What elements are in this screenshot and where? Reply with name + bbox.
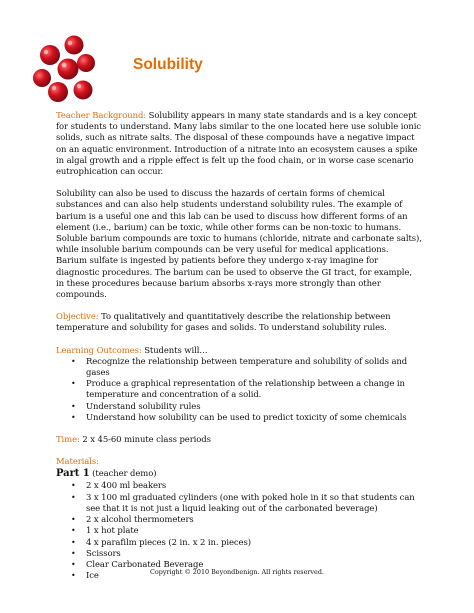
page-title: Solubility bbox=[133, 56, 203, 73]
part-heading bbox=[56, 467, 422, 480]
apples-logo-icon bbox=[28, 32, 106, 110]
time-text: 2 x 45-60 minute class periods bbox=[79, 434, 211, 445]
teacher-background-label: Teacher Background: bbox=[56, 110, 147, 120]
objective-paragraph bbox=[56, 311, 422, 333]
list-item: • 3 x 100 ml graduated cylinders (one with poked hole in it so that students can see that it is not just a liquid leaking out of the carbonated beverage) bbox=[56, 492, 422, 514]
time-label: Time: bbox=[56, 434, 80, 445]
list-item: • Clear Carbonated Beverage bbox=[56, 559, 422, 570]
list-item: • 1 x hot plate bbox=[56, 525, 422, 536]
objective-label: Objective: bbox=[56, 311, 99, 322]
time-paragraph bbox=[56, 434, 422, 445]
document-body bbox=[56, 110, 422, 581]
materials-heading: Materials: bbox=[56, 456, 99, 467]
teacher-background-text: Solubility appears in many state standards and is a key concept for students to understand. Many labs similar to the one located here use soluble ionic solids, such as nitrate salts. The disposal of these compounds have a negative impact on an aquatic environment. Introduction of a nitrate into an ecosystem causes a spike in algal growth and a ripple effect is felt up the food chain, or in worse case scenario eutrophication can occur. bbox=[56, 110, 421, 177]
list-item: • Ice bbox=[56, 570, 422, 581]
objective-text: To qualitatively and quantitatively describe the relationship between temperature and solubility for gases and solids. To understand solubility rules. bbox=[56, 311, 391, 333]
materials-list bbox=[56, 480, 422, 581]
list-item: • 4 x parafilm pieces (2 in. x 2 in. pieces) bbox=[56, 537, 422, 548]
list-item: • Understand how solubility can be used to predict toxicity of some chemicals bbox=[56, 412, 422, 423]
list-item: • Recognize the relationship between temperature and solubility of solids and gases bbox=[56, 356, 422, 378]
part-label: Part 1 bbox=[56, 468, 90, 480]
barium-paragraph: Solubility can also be used to discuss the hazards of certain forms of chemical substances and can also help students understand solubility rules. The example of barium is a useful one and this lab can be used to discuss how different forms of an element (i.e., barium) can be toxic, while other forms can be non-toxic to humans. Soluble barium compounds are toxic to humans (chloride, nitrate and carbonate salts), while insoluble barium compounds can be very useful for medical applications. Barium sulfate is ingested by patients before they undergo x-ray imagine for diagnostic procedures. The barium can be used to observe the GI tract, for example, in these procedures because barium absorbs x-rays more strongly than other compounds. bbox=[56, 188, 422, 300]
part-note: (teacher demo) bbox=[89, 468, 157, 479]
list-item: • 2 x alcohol thermometers bbox=[56, 514, 422, 525]
teacher-background-paragraph bbox=[56, 110, 422, 177]
learning-outcomes-label: Learning Outcomes: bbox=[56, 344, 142, 355]
list-item: • Understand solubility rules bbox=[56, 401, 422, 412]
learning-outcomes-intro: Students will… bbox=[141, 344, 208, 355]
list-item: • 2 x 400 ml beakers bbox=[56, 480, 422, 491]
list-item: • Produce a graphical representation of the relationship between a change in temperature and concentration of a solid. bbox=[56, 378, 422, 400]
copyright-footer: Copyright © 2010 Beyondbenign. All rights reserved. bbox=[150, 568, 324, 576]
list-item: • Scissors bbox=[56, 548, 422, 559]
learning-outcomes-list bbox=[56, 356, 422, 423]
learning-outcomes-heading bbox=[56, 345, 422, 356]
